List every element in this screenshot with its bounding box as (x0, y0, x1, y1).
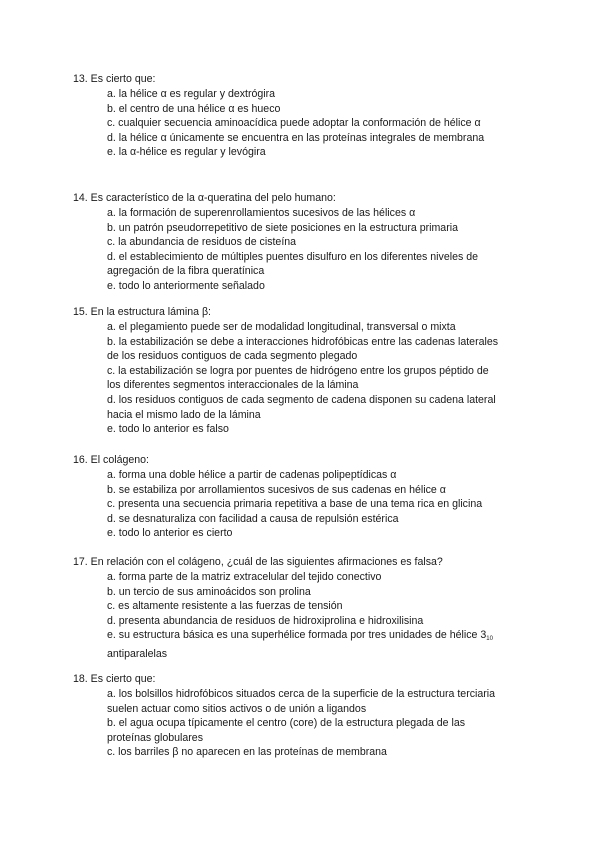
option-e: e. todo lo anteriormente señalado (107, 279, 265, 292)
option-a: a. la formación de superenrollamientos sucesivos de las hélices α (107, 207, 416, 219)
subscript-10: 10 (486, 636, 493, 643)
question-stem: 14. Es característico de la α-queratina del pelo humano: (73, 192, 336, 204)
option-e: e. la α-hélice es regular y levógira (107, 146, 266, 159)
option-b: b. un patrón pseudorrepetitivo de siete posiciones en la estructura primaria (107, 221, 458, 234)
option-a: a. los bolsillos hidrofóbicos situados cerca de la superficie de la estructura terciaria suelen actuar como sitios activos o de unión a ligandos (107, 688, 496, 715)
option-c: c. es altamente resistente a las fuerzas de tensión (107, 600, 343, 613)
question-stem: 16. El colágeno: (73, 454, 149, 466)
option-d: d. presenta abundancia de residuos de hidroxiprolina e hidroxilisina (107, 614, 424, 627)
question-stem: 18. Es cierto que: (73, 673, 156, 685)
option-c: c. la estabilización se logra por puentes de hidrógeno entre los grupos péptido de los diferentes segmentos interaccionales de la lámina (107, 364, 489, 392)
question-stem: 15. En la estructura lámina β: (73, 306, 211, 318)
option-c: c. la abundancia de residuos de cisteína (107, 236, 297, 249)
options-list (107, 320, 500, 437)
option-e-text-end: antiparalelas (107, 647, 168, 660)
option-c: c. los barriles β no aparecen en las proteínas de membrana (107, 746, 387, 759)
question-stem: 13. Es cierto que: (73, 73, 156, 85)
options-list (107, 468, 500, 541)
option-a: a. el plegamiento puede ser de modalidad longitudinal, transversal o mixta (107, 321, 456, 333)
options-list (107, 206, 500, 294)
option-b: b. el centro de una hélice α es hueco (107, 102, 281, 115)
option-b: b. se estabiliza por arrollamientos sucesivos de sus cadenas en hélice α (107, 483, 446, 496)
option-b: b. la estabilización se debe a interacciones hidrofóbicas entre las cadenas laterales de los residuos contiguos de cada segmento plegado (107, 335, 499, 363)
option-c: c. presenta una secuencia primaria repetitiva a base de una tema rica en glicina (107, 498, 483, 511)
options-list (107, 687, 500, 760)
option-a: a. forma parte de la matriz extracelular del tejido conectivo (107, 571, 382, 583)
options-list (107, 87, 500, 160)
options-list (107, 570, 500, 662)
option-e: e. todo lo anterior es cierto (107, 527, 233, 540)
option-d: d. la hélice α únicamente se encuentra en las proteínas integrales de membrana (107, 131, 485, 144)
option-d: d. el establecimiento de múltiples puentes disulfuro en los diferentes niveles de agregación de la fibra queratínica (107, 250, 478, 278)
option-b: b. un tercio de sus aminoácidos son prolina (107, 585, 311, 598)
question-stem: 17. En relación con el colágeno, ¿cuál de las siguientes afirmaciones es falsa? (73, 556, 443, 568)
option-a: a. forma una doble hélice a partir de cadenas polipeptídicas α (107, 469, 397, 481)
option-e-text: e. su estructura básica es una superhélice formada por tres unidades de hélice 3 (107, 629, 487, 642)
option-c: c. cualquier secuencia aminoacídica puede adoptar la conformación de hélice α (107, 117, 481, 130)
option-d: d. los residuos contiguos de cada segmento de cadena disponen su cadena lateral hacia el mismo lado de la lámina (107, 393, 496, 421)
option-a: a. la hélice α es regular y dextrógira (107, 88, 276, 100)
option-d: d. se desnaturaliza con facilidad a causa de repulsión estérica (107, 512, 399, 525)
option-e (107, 628, 500, 661)
option-e: e. todo lo anterior es falso (107, 423, 229, 436)
option-b: b. el agua ocupa típicamente el centro (core) de la estructura plegada de las proteínas globulares (107, 717, 466, 744)
